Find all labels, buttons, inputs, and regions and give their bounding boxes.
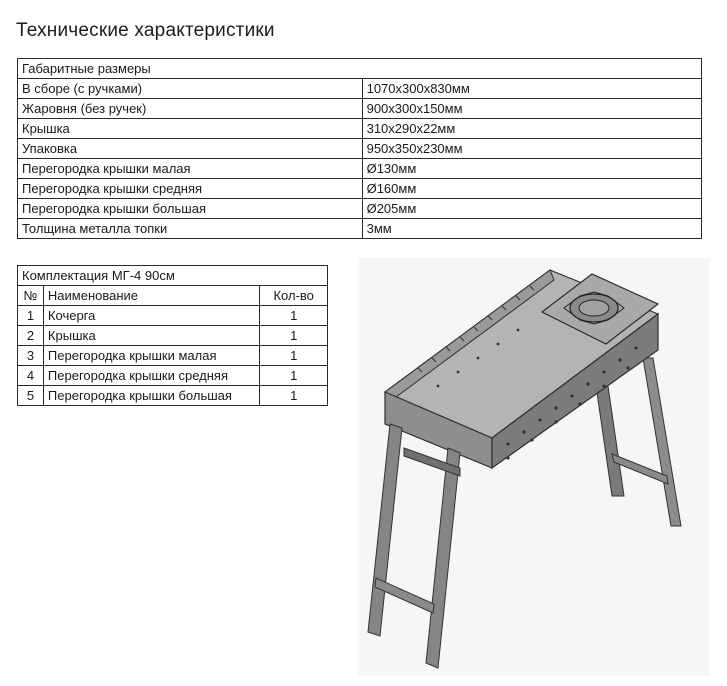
spec-label: В сборе (с ручками) (18, 79, 363, 99)
back-right-leg-front (596, 386, 624, 496)
table-row (18, 159, 702, 179)
kit-columns-row (18, 286, 328, 306)
kit-item-num: 4 (18, 366, 44, 386)
table-row (18, 219, 702, 239)
spec-label: Перегородка крышки большая (18, 199, 363, 219)
kit-item-name: Перегородка крышки большая (43, 386, 259, 406)
lid-burner-inner (579, 300, 609, 316)
kit-item-name: Перегородка крышки малая (43, 346, 259, 366)
grill-illustration (358, 258, 710, 676)
kit-item-name: Кочерга (43, 306, 259, 326)
page-title: Технические характеристики (16, 20, 275, 41)
kit-item-num: 5 (18, 386, 44, 406)
table-row (18, 179, 702, 199)
kit-item-num: 3 (18, 346, 44, 366)
kit-item-name: Крышка (43, 326, 259, 346)
spec-value: 1070x300x830мм (362, 79, 701, 99)
table-row (18, 306, 328, 326)
spec-value: 950x350x230мм (362, 139, 701, 159)
kit-item-qty: 1 (260, 386, 328, 406)
specs-header-row (18, 59, 702, 79)
spec-value: Ø205мм (362, 199, 701, 219)
column-header-qty: Кол-во (260, 286, 328, 306)
spec-value: Ø160мм (362, 179, 701, 199)
kit-item-qty: 1 (260, 346, 328, 366)
spec-value: Ø130мм (362, 159, 701, 179)
specs-header: Габаритные размеры (18, 59, 702, 79)
spec-label: Перегородка крышки малая (18, 159, 363, 179)
spec-label: Перегородка крышки средняя (18, 179, 363, 199)
table-row (18, 346, 328, 366)
spec-label: Крышка (18, 119, 363, 139)
kit-table (17, 265, 328, 406)
table-row (18, 119, 702, 139)
spec-value: 900x300x150мм (362, 99, 701, 119)
table-row (18, 99, 702, 119)
kit-header: Комплектация МГ-4 90см (18, 266, 328, 286)
column-header-num: № (18, 286, 44, 306)
table-row (18, 79, 702, 99)
spec-label: Упаковка (18, 139, 363, 159)
kit-item-qty: 1 (260, 326, 328, 346)
spec-value: 310x290x22мм (362, 119, 701, 139)
spec-label: Толщина металла топки (18, 219, 363, 239)
kit-item-num: 1 (18, 306, 44, 326)
table-row (18, 199, 702, 219)
kit-item-num: 2 (18, 326, 44, 346)
kit-item-qty: 1 (260, 306, 328, 326)
spec-value: 3мм (362, 219, 701, 239)
front-left-leg (368, 424, 402, 636)
table-row (18, 386, 328, 406)
specs-table (17, 58, 702, 239)
back-right-leg (643, 358, 681, 526)
kit-header-row (18, 266, 328, 286)
kit-item-name: Перегородка крышки средняя (43, 366, 259, 386)
spec-label: Жаровня (без ручек) (18, 99, 363, 119)
table-row (18, 139, 702, 159)
kit-item-qty: 1 (260, 366, 328, 386)
table-row (18, 326, 328, 346)
front-right-leg (426, 448, 460, 668)
table-row (18, 366, 328, 386)
column-header-name: Наименование (43, 286, 259, 306)
